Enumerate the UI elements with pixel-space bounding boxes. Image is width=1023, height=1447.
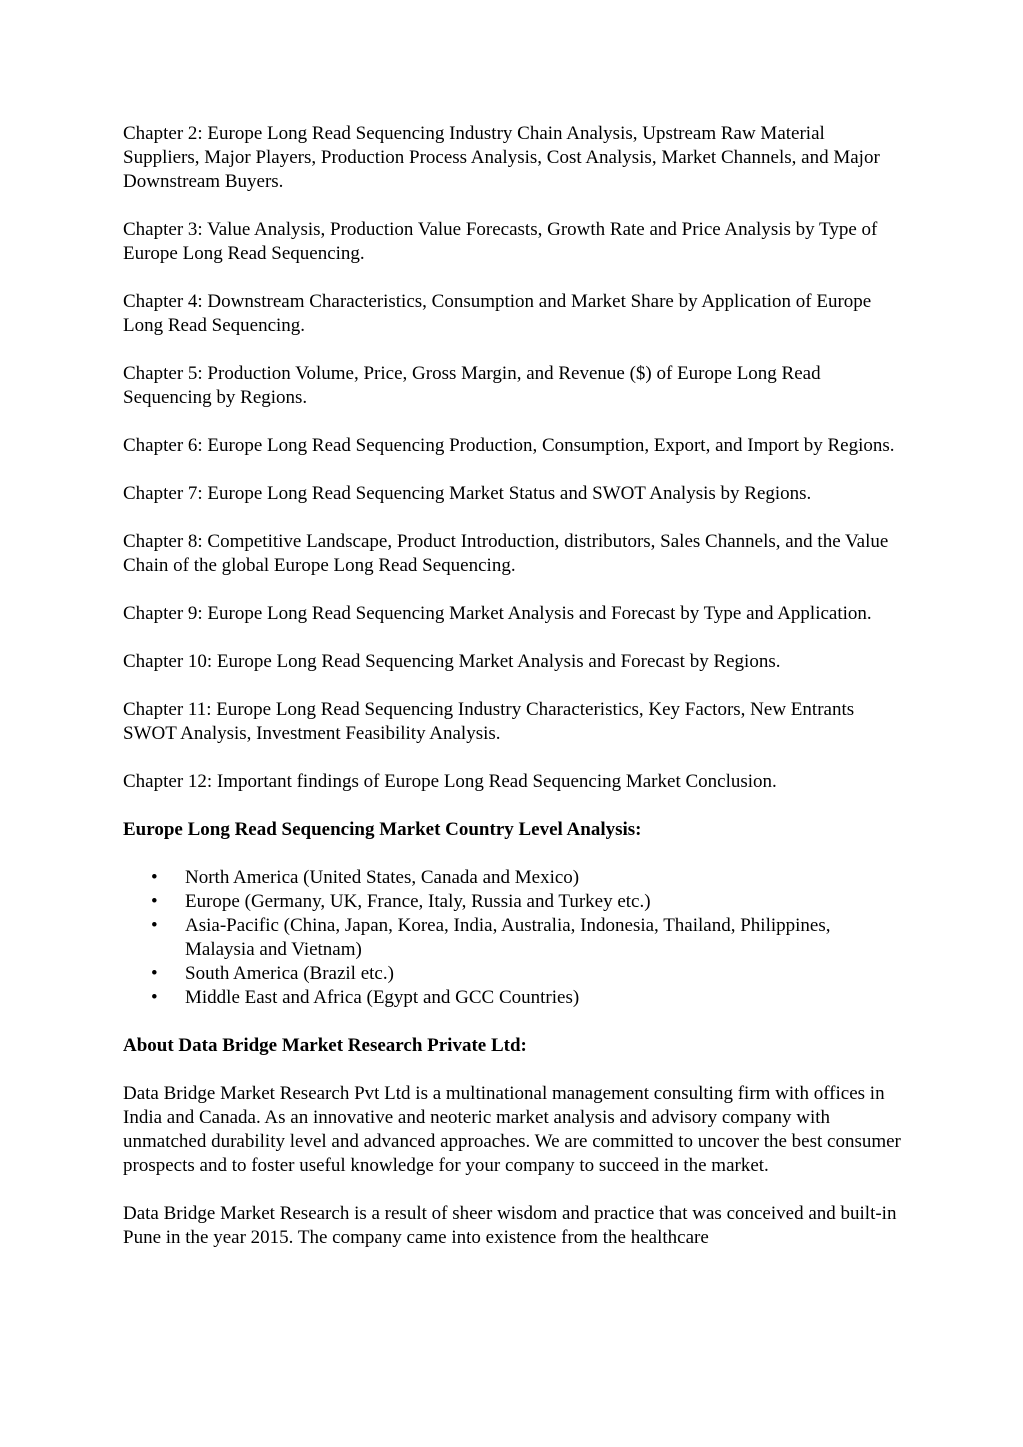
about-paragraph-2: Data Bridge Market Research is a result of sheer wisdom and practice that was conceived and built-in Pune in the year 2015. The company came into existence from the healthcare [123,1203,897,1248]
chapter-11-paragraph: Chapter 11: Europe Long Read Sequencing Industry Characteristics, Key Factors, New Entrants SWOT Analysis, Investment Feasibility Analysis. [123,699,855,744]
bullet-icon: • [151,867,158,888]
chapter-6-paragraph: Chapter 6: Europe Long Read Sequencing Production, Consumption, Export, and Import by Regions. [123,435,895,456]
document-page [123,122,903,1274]
bullet-icon: • [151,891,158,912]
list-item-text: South America (Brazil etc.) [185,963,394,984]
chapter-10-paragraph: Chapter 10: Europe Long Read Sequencing Market Analysis and Forecast by Regions. [123,651,781,672]
list-item [123,866,903,890]
chapter-7-paragraph: Chapter 7: Europe Long Read Sequencing Market Status and SWOT Analysis by Regions. [123,483,812,504]
list-item-text: North America (United States, Canada and Mexico) [185,867,580,888]
chapter-5-paragraph: Chapter 5: Production Volume, Price, Gross Margin, and Revenue ($) of Europe Long Read Sequencing by Regions. [123,363,821,408]
list-item-text: Asia-Pacific (China, Japan, Korea, India, Australia, Indonesia, Thailand, Philippines, Malaysia and Vietnam) [185,915,831,960]
chapter-9-paragraph: Chapter 9: Europe Long Read Sequencing Market Analysis and Forecast by Type and Application. [123,603,872,624]
bullet-icon: • [151,987,158,1008]
country-analysis-heading: Europe Long Read Sequencing Market Country Level Analysis: [123,819,642,840]
bullet-icon: • [151,963,158,984]
chapter-12-paragraph: Chapter 12: Important findings of Europe Long Read Sequencing Market Conclusion. [123,771,777,792]
chapter-3-paragraph: Chapter 3: Value Analysis, Production Value Forecasts, Growth Rate and Price Analysis by Type of Europe Long Read Sequencing. [123,219,878,264]
region-list [123,866,903,1010]
about-heading: About Data Bridge Market Research Private Ltd: [123,1035,527,1056]
list-item [123,914,903,962]
chapter-2-paragraph: Chapter 2: Europe Long Read Sequencing Industry Chain Analysis, Upstream Raw Material Suppliers, Major Players, Production Process Analysis, Cost Analysis, Market Channels, and Major Downstream Buyers. [123,123,880,192]
list-item-text: Middle East and Africa (Egypt and GCC Countries) [185,987,580,1008]
about-paragraph-1: Data Bridge Market Research Pvt Ltd is a multinational management consulting firm with offices in India and Canada. As an innovative and neoteric market analysis and advisory company with unmatched durability level and advanced approaches. We are committed to uncover the best consumer prospects and to foster useful knowledge for your company to succeed in the market. [123,1083,901,1176]
list-item [123,890,903,914]
list-item [123,986,903,1010]
chapter-4-paragraph: Chapter 4: Downstream Characteristics, Consumption and Market Share by Application of Europe Long Read Sequencing. [123,291,872,336]
list-item [123,962,903,986]
bullet-icon: • [151,915,158,936]
list-item-text: Europe (Germany, UK, France, Italy, Russia and Turkey etc.) [185,891,651,912]
chapter-8-paragraph: Chapter 8: Competitive Landscape, Product Introduction, distributors, Sales Channels, and the Value Chain of the global Europe Long Read Sequencing. [123,531,889,576]
